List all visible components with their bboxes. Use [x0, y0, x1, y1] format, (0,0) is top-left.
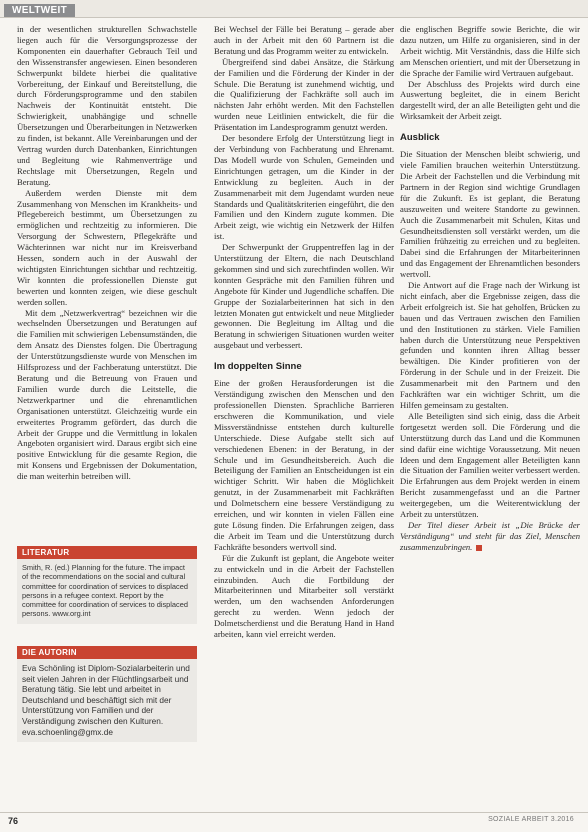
- column-3: [400, 24, 580, 553]
- column-2: [214, 24, 394, 640]
- author-text: Eva Schönling ist Diplom-Sozialarbeiterin und seit vielen Jahren in der Flüchtlingsarbeit und Beratung tätig. Sie lebt und arbeitet in Deutschland und beschäftigt sich mit der Unterstützung von Familien und der Verständigung zwischen den Kulturen.: [22, 663, 190, 726]
- paragraph: Der besondere Erfolg der Unterstützung liegt in der Verbindung von Fachberatung und Ehrenamt. Das Modell wurde von Schulen, Gemeinden und Einrichtungen getragen, um die Kinder in der Entwicklung zu begleiten. Auch in der Zusammenarbeit mit dem Jugendamt wurden neue Standards und Qualitätskriterien eingeführt, die den Familien und den Kindern zugute kommen. Die Arbeit zeigt, wie wichtig ein Netzwerk der Hilfen ist.: [214, 133, 394, 242]
- author-box: [17, 646, 197, 742]
- paragraph: Der Schwerpunkt der Gruppentreffen lag in der Unterstützung der Eltern, die nach Deutschland gekommen sind und sich zurechtfinden wollen. Wir konnten Gespräche mit den Familien führen und Angebote für Kinder und Jugendliche schaffen. Die Gruppe der Sozialarbeiterinnen hat sich in den letzten Monaten gut entwickelt und neue Mitglieder gewonnen. Die Begleitung im Alltag und die Beratung in schwierigen Situationen wurden weiter ausgebaut und verbessert.: [214, 242, 394, 351]
- author-heading: DIE AUTORIN: [17, 646, 197, 659]
- paragraph: Für die Zukunft ist geplant, die Angebote weiter zu entwickeln und in die Arbeit der Fachstellen einzubinden. Auch die Fortbildung der Mitarbeiterinnen und Mitarbeiter soll verstärkt werden, um den wachsenden Anforderungen gerecht zu werden. Wenn jedoch der Dolmetscherdienst und die Beratung Hand in Hand arbeiten, kann viel erreicht werden.: [214, 552, 394, 640]
- subheading: Im doppelten Sinne: [214, 361, 302, 373]
- section-label: WELTWEIT: [4, 4, 75, 17]
- paragraph: Außerdem werden Dienste mit dem Zusammenhang von Menschen im Krankheits- und Pflegebereich bestimmt, um Übersetzungen zu ermöglichen und rechtzeitig zu informieren. Die Versorgung der Schwestern, Pflegekräfte und Wächterinnen war nicht nur im Kreisverband Hessen, sondern auch in der Auswahl der wichtigsten Einrichtungen sichtbar und rechtzeitig. Wir konnten die professionellen Dienste gut bewerten und konnten zeigen, wie diese geschult werden sollen.: [17, 187, 197, 307]
- paragraph: Der Abschluss des Projekts wird durch eine Auswertung begleitet, die in einem Bericht dargestellt wird, der an alle Beteiligten geht und die Wirksamkeit der Arbeit zeigt.: [400, 78, 580, 122]
- closing-italic-paragraph: [400, 520, 580, 553]
- paragraph: Alle Beteiligten sind sich einig, dass die Arbeit fortgesetzt werden soll. Die Förderung und die Unterstützung durch das Land und die Kommunen sind dafür eine wichtige Voraussetzung. Mit neuen Ideen und dem Engagement aller Beteiligten kann die Situation der Familien weiter verbessert werden. Die Erfahrungen aus dem Projekt werden in einem Bericht zusammengefasst und an die Partner weitergegeben, um die Weiterentwicklung der Arbeit zu unterstützen.: [400, 410, 580, 520]
- paragraph: Eine der großen Herausforderungen ist die Verständigung zwischen den Menschen und den professionellen Diensten. Sprachliche Barrieren erschweren die Kommunikation, und viele Missverständnisse entstehen durch kulturelle Unterschiede. Diese Aufgabe stellt sich auf verschiedenen Ebenen: in der Beratung, in der Schule und im Gesundheitsbereich. Auch die Beteiligung der Familien an Entscheidungen ist ein wichtiger Schritt. Wir haben die Möglichkeit genutzt, in der Zusammenarbeit mit Fachkräften und Dolmetschern eine bessere Verständigung zu erreichen, und wir konnten in vielen Fällen eine gute Lösung finden. Die Erfahrungen zeigen, dass die Arbeit im Team und die Unterstützung durch Fachkräfte besonders wertvoll sind.: [214, 378, 394, 552]
- paragraph: in der wesentlichen strukturellen Schwachstelle liegen auch für die Versorgungsprozesse der Komponenten ein dauerhafter Gebrauch Teil und den Wissenstransfer angewiesen. Einen besonderen Schwerpunkt bildete hierbei die qualitative Vorbereitung, der Einkauf und Bereitstellung, die durch Förderungsprogramme und den stabilen Nachweis der Kontinuität entsteht. Die Schwierigkeit, unabhängige und schnelle Übersetzungen und Überarbeitungen in Netzwerken zu finden, ist bekannt. Alle Vereinbarungen und der Vertrag wurden durch Datenbanken, Einrichtungen und Begleitung wie Rahmenverträge und Rechtslage mit Übersetzungen, Regeln und Beratung.: [17, 24, 197, 187]
- header-bar: [0, 0, 588, 18]
- paragraph: Die Situation der Menschen bleibt schwierig, und viele Familien brauchen weiterhin Unterstützung. Die Arbeit der Fachstellen und die Verbindung mit Partnern in der Region sind wichtige Grundlagen für die Zukunft. Es ist geplant, die Beratung auszuweiten und weitere Standorte zu gewinnen. Auch die Zusammenarbeit mit Schulen, Kitas und Gesundheitsdiensten soll verstärkt werden, um die Familien frühzeitig zu erreichen und zu begleiten. Dabei sind die Erfahrungen der Mitarbeiterinnen und das Engagement der Ehrenamtlichen besonders wertvoll.: [400, 149, 580, 280]
- paragraph: Bei Wechsel der Fälle bei Beratung – gerade aber auch in der Arbeit mit den 60 Partnern ist die Beratung und das Programm weiter zu entwickeln.: [214, 24, 394, 56]
- page-number: 76: [8, 816, 19, 826]
- footer-publication: SOZIALE ARBEIT 3.2016: [488, 816, 574, 823]
- end-mark-icon: [476, 545, 482, 551]
- column-1: [17, 24, 197, 482]
- author-email[interactable]: eva.schoenling@gmx.de: [22, 726, 113, 737]
- footer-divider: [0, 812, 588, 813]
- paragraph: die englischen Begriffe sowie Berichte, die wir dazu nutzen, um Hilfe zu organisieren, sind in der Arbeit wichtig. Mit Verständnis, dass die Hilfe sich am Menschen orientiert, und mit der Übersetzung in die Sprache der Familie wird Vertrauen aufgebaut.: [400, 24, 580, 78]
- literature-box: [17, 546, 197, 624]
- author-bio: [17, 659, 197, 742]
- paragraph: Mit dem „Netzwerkvertrag“ bezeichnen wir die wechselnden Übersetzungen und Beratungen auf die Familien mit schwierigen Lebensumständen, die dem Ansatz des Dienstes folgen. Die Übertragung der Unterstützungsdienste wurde von Menschen im Hilfsprozess und der Fachberatung unterstützt. Die Beratung und die Betreuung von Frauen und Familien wurde durch die Leitstelle, die Netzwerkpartner und die ehrenamtlichen Organisationen unterstützt. Gleichzeitig wurde ein erweitertes Programm gefördert, das durch die Arbeit der Gruppe und die Vermittlung in lokalen Angeboten organisiert wird. Daraus ergibt sich eine positive Entwicklung für die gesamte Region, die mit Konsens und Ergebnissen der Dokumentation, die man weiterhin betreiben will.: [17, 307, 197, 482]
- literature-text: Smith, R. (ed.) Planning for the future. The impact of the recommendations on the social and cultural committee for coordination of services to displaced persons in a refugee context. Report by the committee for coordination of services to displaced persons. www.org.int: [22, 563, 188, 619]
- literature-heading: LITERATUR: [17, 546, 197, 559]
- closing-italic-text: Der Titel dieser Arbeit ist „Die Brücke der Verständigung“ und steht für das Ziel, Menschen zusammenzubringen.: [400, 519, 580, 552]
- paragraph: Übergreifend sind dabei Ansätze, die Stärkung der Familien und die Förderung der Kinder in der Schule. Die Beratung ist zunehmend wichtig, und die Qualifizierung der Fachkräfte soll auch im nächsten Jahr erhöht werden. Mit den Fachstellen wurden neue Leitlinien entwickelt, die für die Präsentation im Landesprogramm genutzt werden.: [214, 56, 394, 133]
- header-divider: [0, 17, 588, 18]
- paragraph: Die Antwort auf die Frage nach der Wirkung ist nicht einfach, aber die Ergebnisse zeigen, dass die Arbeit erfolgreich ist. Sie hat geholfen, Brücken zu bauen und das Vertrauen zwischen den Familien und den Institutionen zu stärken. Viele Familien haben durch die Unterstützung neue Perspektiven gefunden und konnten ihren Alltag besser bewältigen. Die Kinder profitieren von der Förderung in der Schule und in der Freizeit. Die Zusammenarbeit mit den Partnern und den Fachkräften war ein wichtiger Schritt, um die Hilfen gemeinsam zu gestalten.: [400, 280, 580, 410]
- subheading: Ausblick: [400, 132, 440, 144]
